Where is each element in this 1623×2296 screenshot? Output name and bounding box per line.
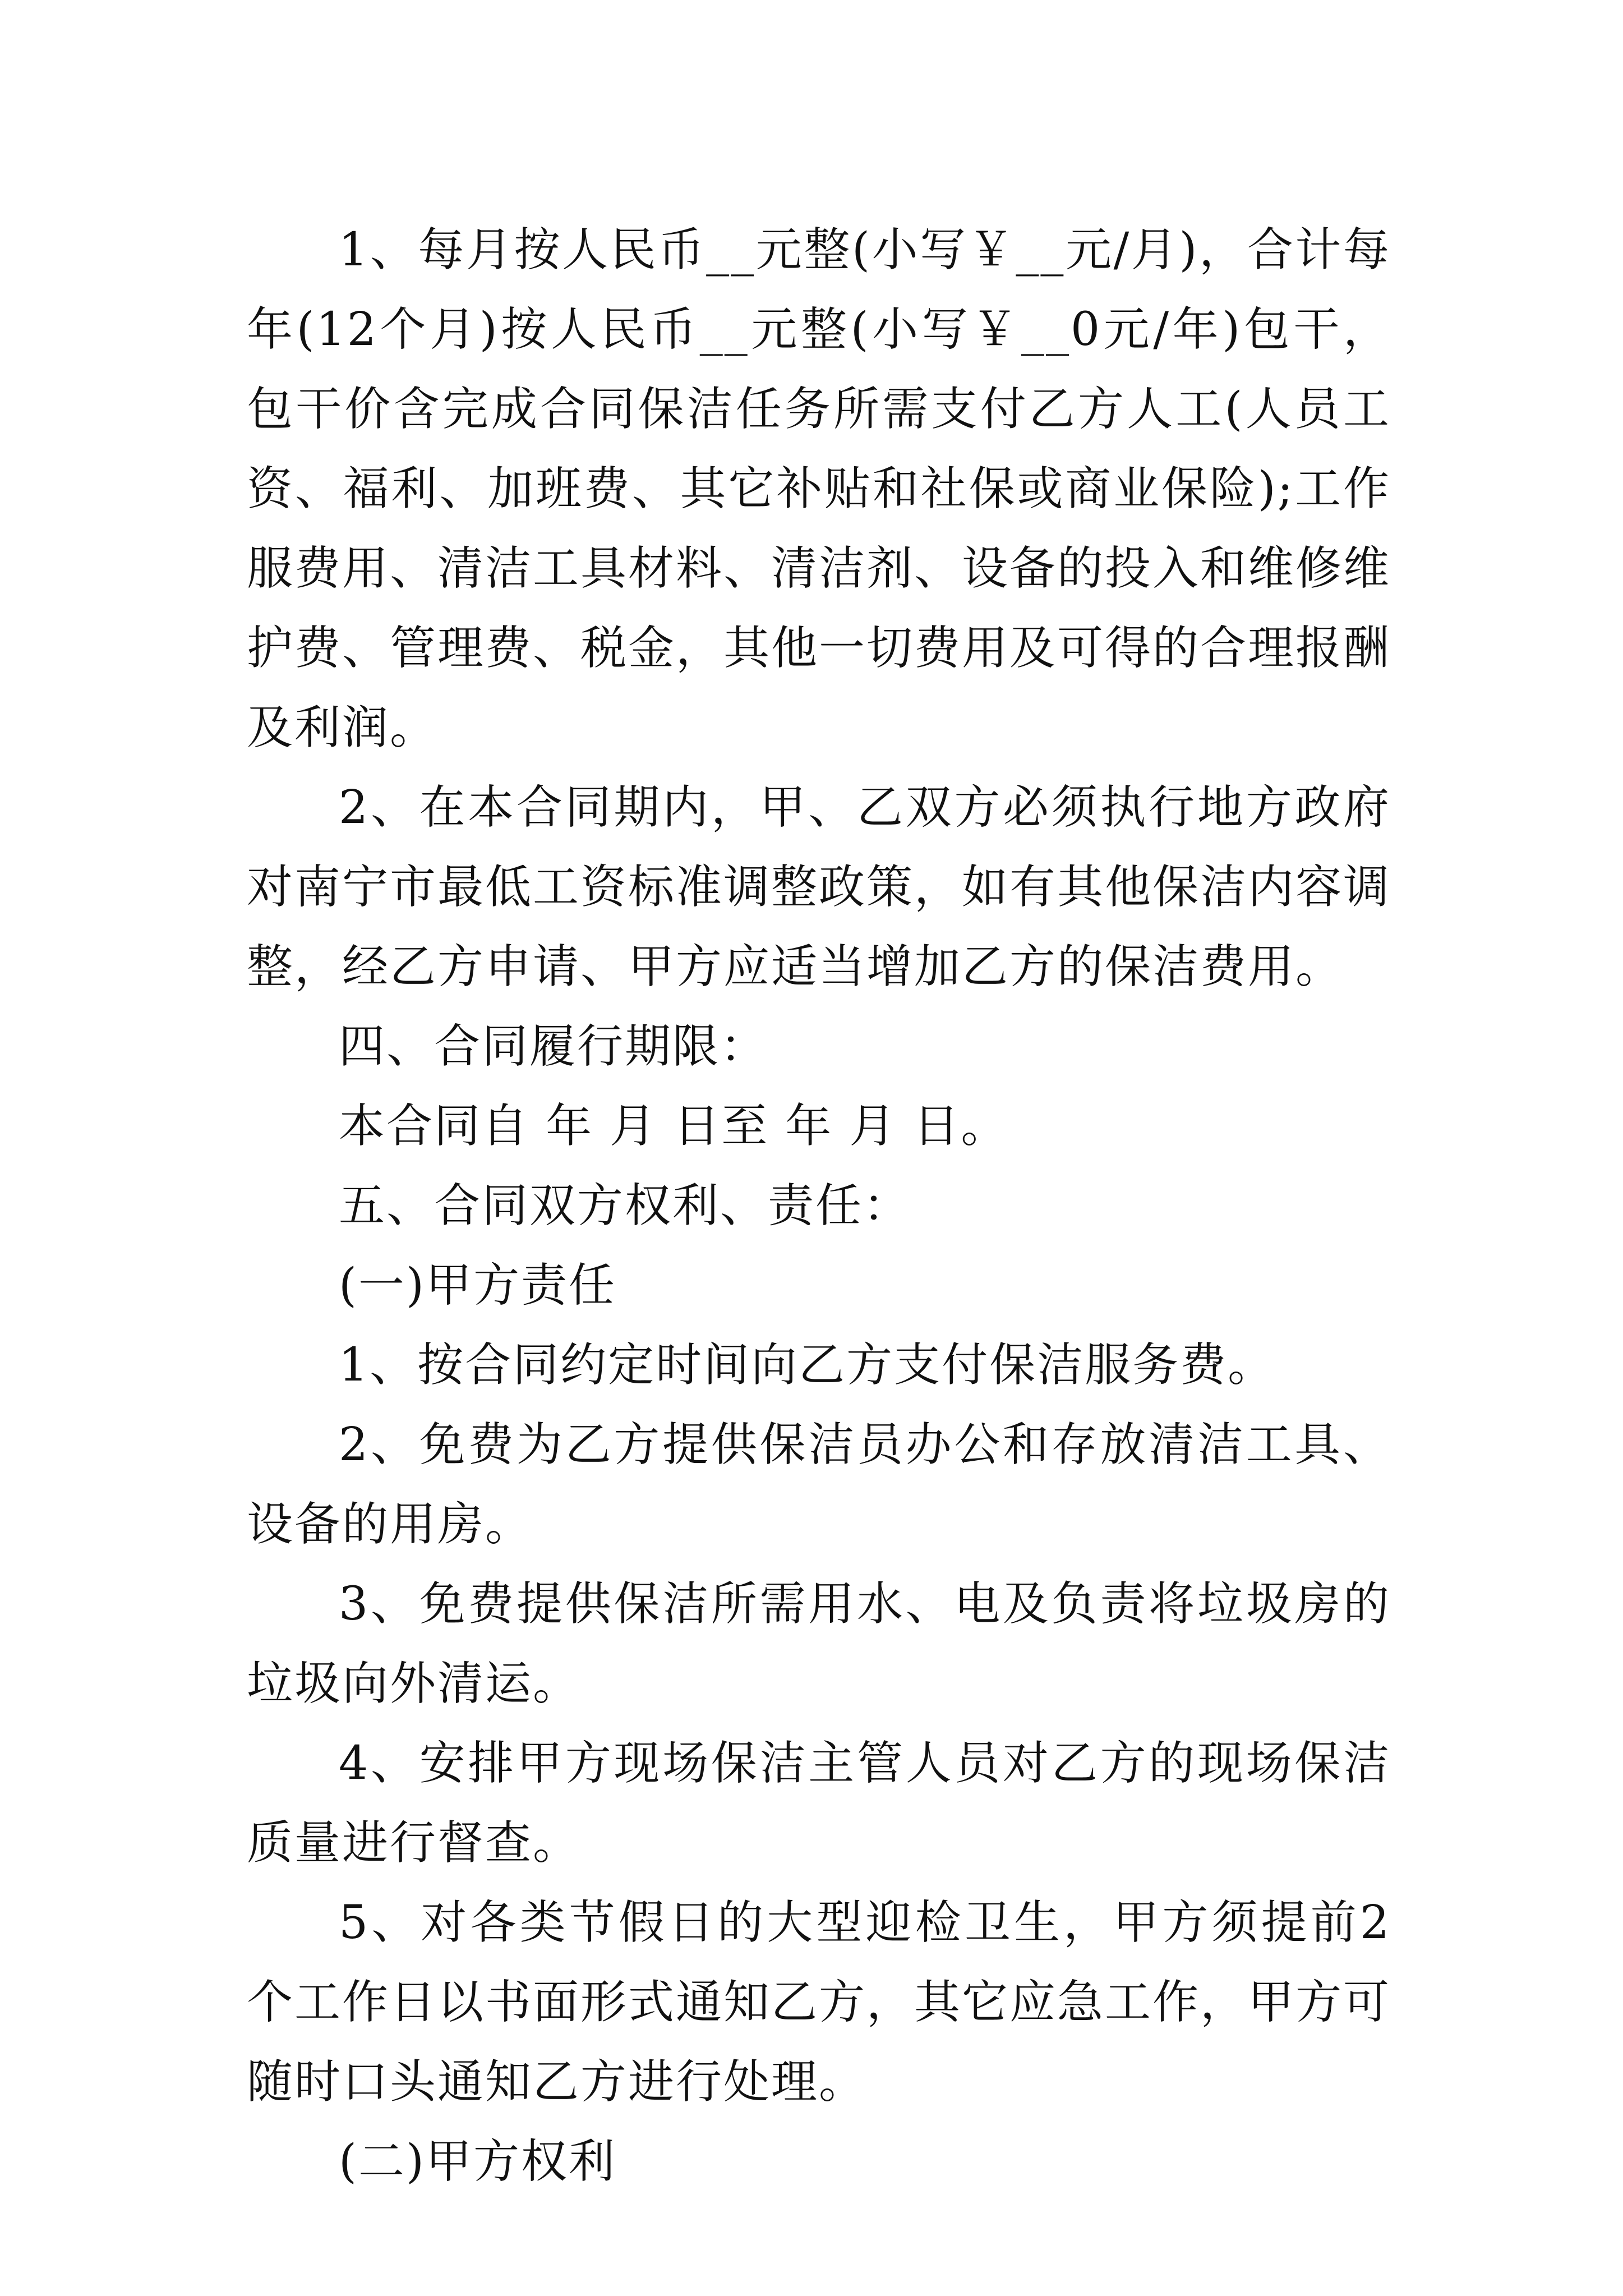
heading-party-a-rights: (二)甲方权利 — [339, 2135, 616, 2188]
paragraph-wage-adjustment: 2、在本合同期内，甲、乙双方必须执行地方政府对南宁市最低工资标准调整政策，如有其他保洁内容调整，经乙方申请、甲方应适当增加乙方的保洁费用。 — [247, 781, 1391, 993]
heading-rights-duties: 五、合同双方权利、责任： — [339, 1179, 911, 1232]
paragraph-duty-4: 4、安排甲方现场保洁主管人员对乙方的现场保洁质量进行督查。 — [247, 1737, 1391, 1870]
paragraph-duty-3: 3、免费提供保洁所需用水、电及负责将垃圾房的垃圾向外清运。 — [247, 1577, 1391, 1710]
paragraph-duty-5: 5、对各类节假日的大型迎检卫生，甲方须提前2个工作日以书面形式通知乙方，其它应急工作，甲方可随时口头通知乙方进行处理。 — [247, 1896, 1391, 2109]
paragraph-duty-2: 2、免费为乙方提供保洁员办公和存放清洁工具、设备的用房。 — [247, 1418, 1391, 1551]
heading-party-a-duties: (一)甲方责任 — [339, 1259, 616, 1312]
paragraph-payment-terms: 1、每月按人民币__元整(小写￥__元/月)，合计每年(12个月)按人民币__元整(小写￥__0元/年)包干，包干价含完成合同保洁任务所需支付乙方人工(人员工资、福利、加班费、其它补贴和社保或商业保险);工作服费用、清洁工具材料、清洁剂、设备的投入和维修维护费、管理费、税金，其他一切费用及可得的合理报酬及利润。 — [247, 223, 1391, 754]
heading-contract-term: 四、合同履行期限： — [339, 1020, 768, 1073]
paragraph-duty-1: 1、按合同约定时间向乙方支付保洁服务费。 — [339, 1338, 1276, 1392]
paragraph-contract-dates: 本合同自 年 月 日至 年 月 日。 — [339, 1099, 1009, 1153]
document-body — [247, 210, 1391, 2202]
